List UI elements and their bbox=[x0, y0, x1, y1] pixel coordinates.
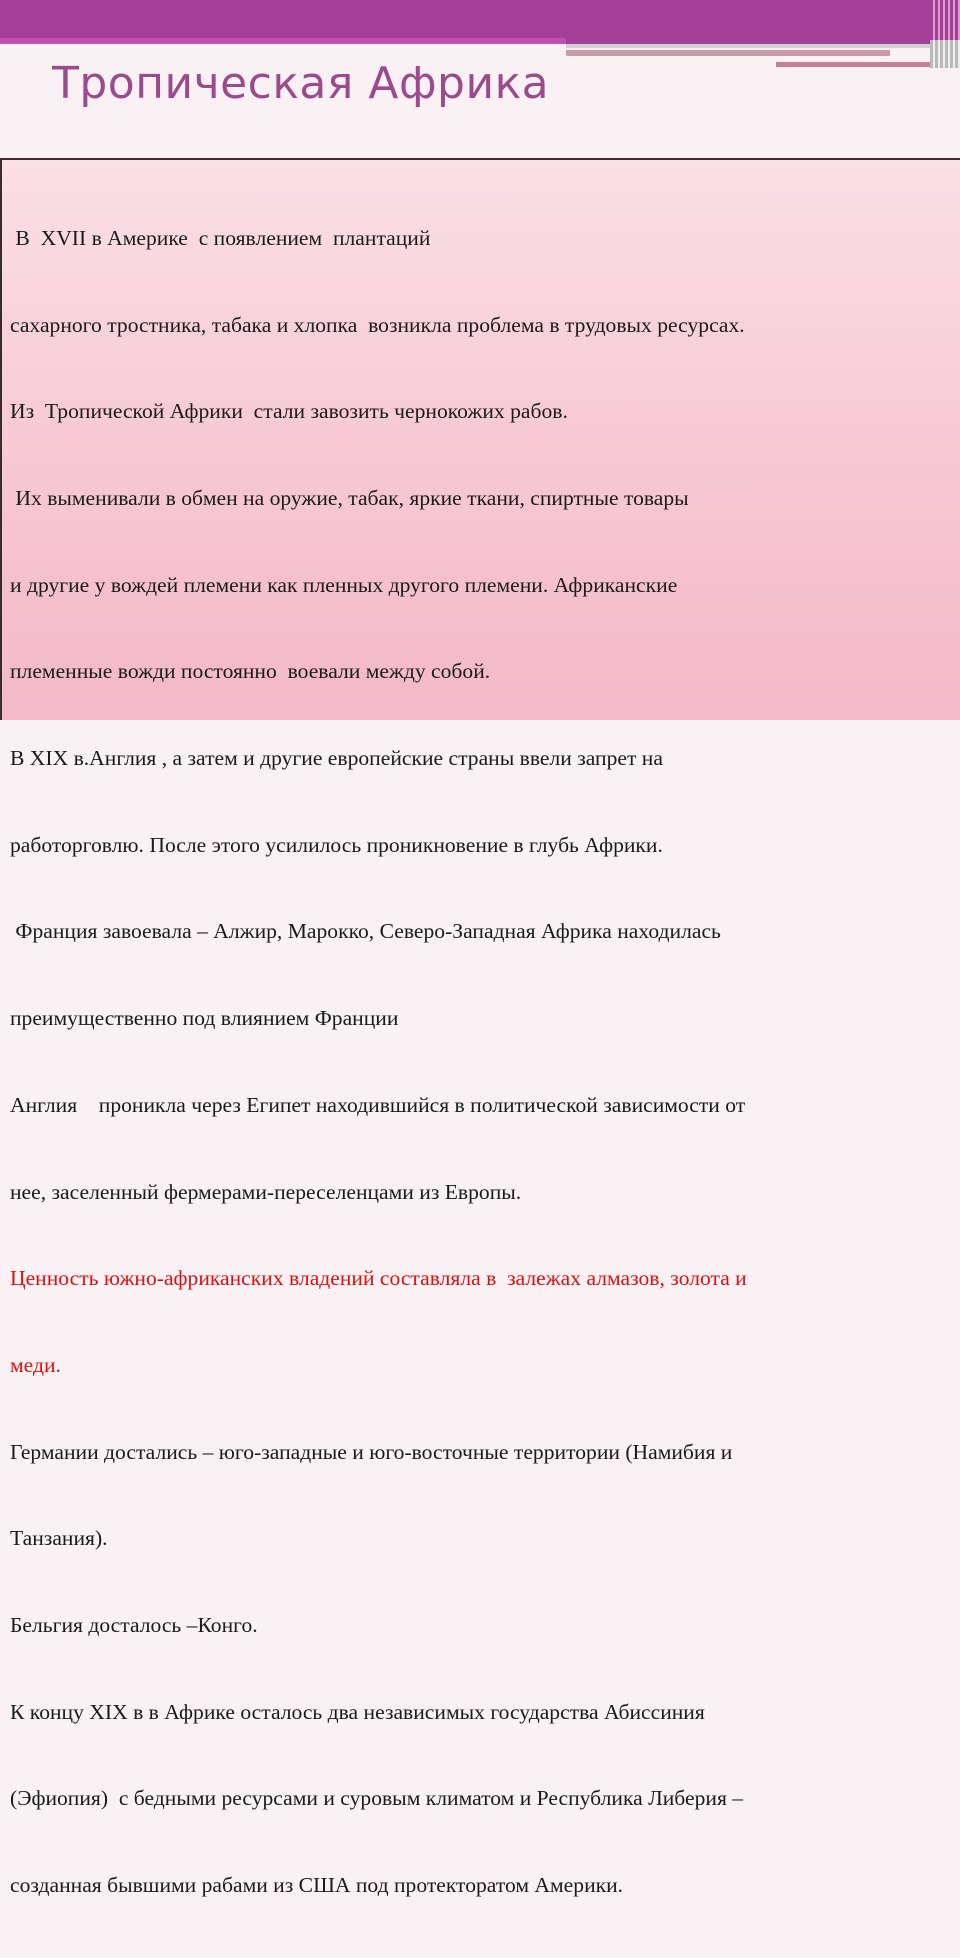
header-accent-stripe bbox=[0, 38, 566, 44]
body-line: и другие у вождей племени как пленных другого племени. Африканские bbox=[10, 572, 678, 597]
body-line-highlight: меди. bbox=[10, 1352, 61, 1377]
body-line: сахарного тростника, табака и хлопка возникла проблема в трудовых ресурсах. bbox=[10, 312, 745, 337]
body-line: Франция завоевала – Алжир, Марокко, Северо-Западная Африка находилась bbox=[10, 919, 721, 944]
body-line-highlight: Ценность южно-африканских владений составляла в залежах алмазов, золота и bbox=[10, 1266, 747, 1291]
body-line: Англия проникла через Египет находившийся в политической зависимости от bbox=[10, 1092, 746, 1117]
content-box[interactable] bbox=[0, 158, 960, 1898]
body-line: нее, заселенный фермерами-переселенцами из Европы. bbox=[10, 1179, 522, 1204]
body-line: работорговлю. После этого усилилось проникновение в глубь Африки. bbox=[10, 832, 663, 857]
body-line: Германии достались – юго-западные и юго-восточные территории (Намибия и bbox=[10, 1439, 733, 1464]
body-line: Танзания). bbox=[10, 1526, 108, 1551]
body-line: В XIX в.Англия , а затем и другие европейские страны ввели запрет на bbox=[10, 746, 663, 771]
header-rose-stripe bbox=[566, 50, 890, 56]
body-line: созданная бывшими рабами из США под протекторатом Америки. bbox=[10, 1873, 624, 1898]
body-line: Их выменивали в обмен на оружие, табак, яркие ткани, спиртные товары bbox=[10, 485, 689, 510]
body-line: (Эфиопия) с бедными ресурсами и суровым климатом и Республика Либерия – bbox=[10, 1786, 744, 1811]
header-vertical-stripes-gray bbox=[930, 40, 960, 68]
body-line: племенные вожди постоянно воевали между собой. bbox=[10, 659, 491, 684]
slide-title: Тропическая Африка bbox=[52, 58, 550, 109]
header-rose-stripe-short bbox=[776, 62, 944, 67]
body-line: Бельгия досталось –Конго. bbox=[10, 1613, 258, 1638]
header-gray-stripe bbox=[566, 44, 960, 48]
body-line: преимущественно под влиянием Франции bbox=[10, 1006, 399, 1031]
body-line: К концу XIX в в Африке осталось два независимых государства Абиссиния bbox=[10, 1699, 705, 1724]
body-line: В XVII в Америке с появлением плантаций bbox=[10, 225, 431, 250]
body-line: Из Тропической Африки стали завозить чернокожих рабов. bbox=[10, 399, 568, 424]
body-text bbox=[10, 166, 950, 1958]
